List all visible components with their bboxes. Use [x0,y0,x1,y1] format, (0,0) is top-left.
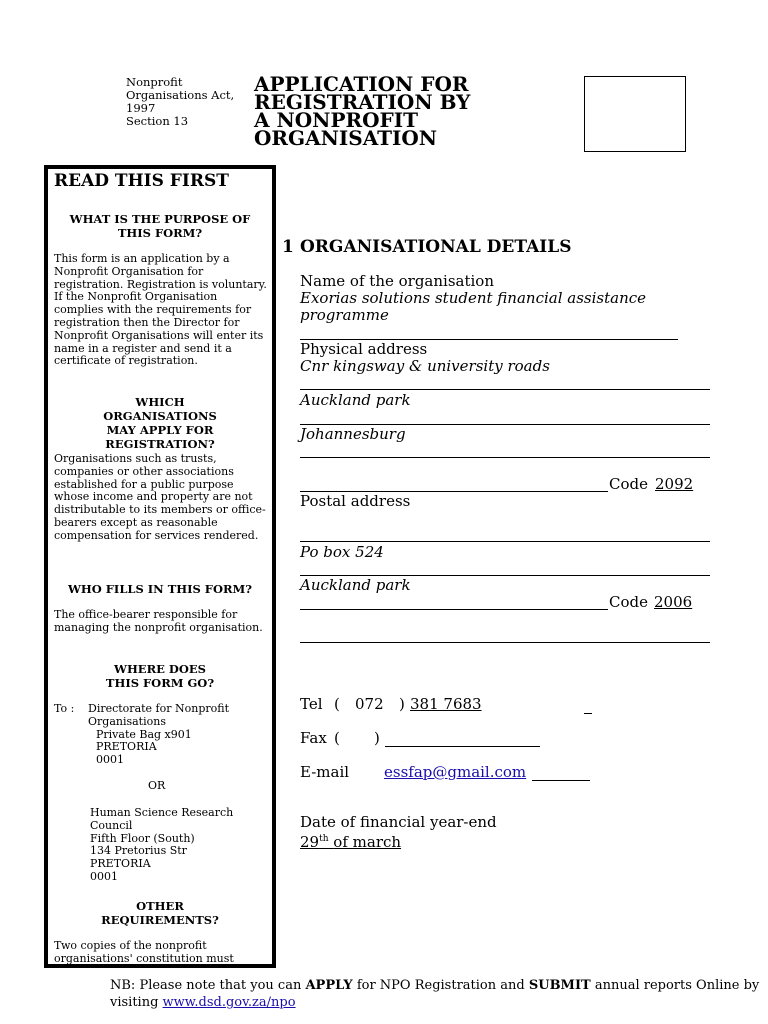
section-title: ORGANISATIONAL DETAILS [300,237,572,257]
tel-area-code[interactable]: 072 [355,695,384,713]
postal-code-label: Code [609,593,648,611]
physical-code-label: Code [609,475,648,493]
purpose-text: This form is an application by a Nonprofit Organisation for registration. Registration is voluntary. If the Nonprofit Organisation complies with the requirements for registration then the Director for Nonprofit Organisations will enter its name in a register and send it a certificate of registration. [54,252,267,368]
or-label: OR [148,779,166,792]
tel-label: Tel [300,695,323,713]
nb-apply: APPLY [305,978,353,993]
fax-label: Fax [300,729,327,747]
postal-rule-3 [300,609,608,610]
fax-open-paren: ( [334,729,340,747]
address-line: Directorate for Nonprofit [88,702,230,715]
address-line: Fifth Floor (South) [90,831,195,845]
email-link[interactable]: essfap@gmail.com [384,763,527,781]
postal-address-label: Postal address [300,492,411,510]
address-line: Council [90,818,133,832]
who-text: The office-bearer responsible for managing the nonprofit organisation. [54,608,263,634]
to-label: To : [54,702,75,715]
nb-website-link[interactable]: www.dsd.gov.za/npo [162,995,296,1010]
postal-rule-4 [300,642,710,643]
other-heading: OTHER REQUIREMENTS? [101,899,219,927]
purpose-heading: WHAT IS THE PURPOSE OF THIS FORM? [69,212,251,240]
address-line: 134 Pretorius Str [90,844,187,858]
address-line: Organisations [88,714,166,728]
address-line: PRETORIA [96,740,157,754]
fye-label: Date of financial year-end [300,813,497,831]
which-heading: WHICH ORGANISATIONS MAY APPLY FOR REGISTRATION? [103,395,217,451]
title-line: REGISTRATION BY [254,90,471,114]
org-name-label: Name of the organisation [300,272,494,290]
postal-address-line-2[interactable]: Auckland park [300,576,411,594]
address-line: PRETORIA [90,857,151,871]
fye-value[interactable] [300,831,408,851]
tel-rule-tail [584,713,592,714]
which-text: Organisations such as trusts, companies or other associations established for a public purpose whose income and property are not distributable to its members or office-bearers except as reasonable compensation for services rendered. [54,452,266,542]
act-line: Organisations Act, [126,88,235,102]
postal-address-line-1[interactable]: Po box 524 [300,543,384,561]
title-line: A NONPROFIT [254,108,418,132]
address-line: 0001 [96,753,124,767]
physical-address-line-1[interactable]: Cnr kingsway & university roads [300,357,550,375]
email-rule-tail [532,780,590,781]
fax-close-paren: ) [374,729,380,747]
postal-code-value[interactable]: 2006 [654,593,693,611]
fye-month: of march [333,833,402,851]
address-line: Private Bag x901 [96,727,192,741]
fax-number-line[interactable] [385,746,540,747]
nb-text-1: NB: Please note that you can [110,978,306,993]
address-line: Human Science Research [90,806,234,819]
address-hsrc [90,807,270,884]
org-name-value-2[interactable]: programme [300,306,389,324]
fye-day: 29 [300,833,320,851]
physical-address-label: Physical address [300,340,428,358]
org-name-value-1[interactable]: Exorias solutions student financial assistance [300,289,647,307]
physical-rule-3 [300,457,710,458]
physical-code-value[interactable]: 2092 [655,475,694,493]
nb-note [110,977,760,1011]
act-reference [126,76,246,128]
act-line: Section 13 [126,114,189,128]
email-label: E-mail [300,763,350,781]
nb-text-2: for NPO Registration and [352,978,529,993]
office-use-box [584,76,686,152]
act-line: Nonprofit [126,75,183,89]
section-number: 1 [282,237,294,257]
title-line: ORGANISATION [254,126,438,150]
tel-close-paren: ) [399,695,405,713]
tel-open-paren: ( [334,695,340,713]
who-heading: WHO FILLS IN THIS FORM? [67,582,253,596]
other-text: Two copies of the nonprofit organisations' constitution must [54,939,234,965]
physical-address-line-3[interactable]: Johannesburg [300,425,406,443]
address-directorate [88,703,268,767]
where-heading: WHERE DOES THIS FORM GO? [105,662,215,690]
instructions-sidebar [44,165,276,968]
nb-submit: SUBMIT [528,978,591,993]
title-line: APPLICATION FOR [254,72,469,96]
physical-address-line-2[interactable]: Auckland park [300,391,411,409]
address-line: 0001 [90,869,118,883]
nb-text-3: annual reports Online by visiting [110,978,760,1010]
tel-number[interactable]: 381 7683 [410,695,482,713]
form-title [254,72,584,150]
physical-rule-1 [300,389,710,390]
postal-rule-1 [300,541,710,542]
sidebar-title: READ THIS FIRST [54,171,229,191]
act-line: 1997 [126,101,156,115]
fye-suffix: th [319,834,329,844]
